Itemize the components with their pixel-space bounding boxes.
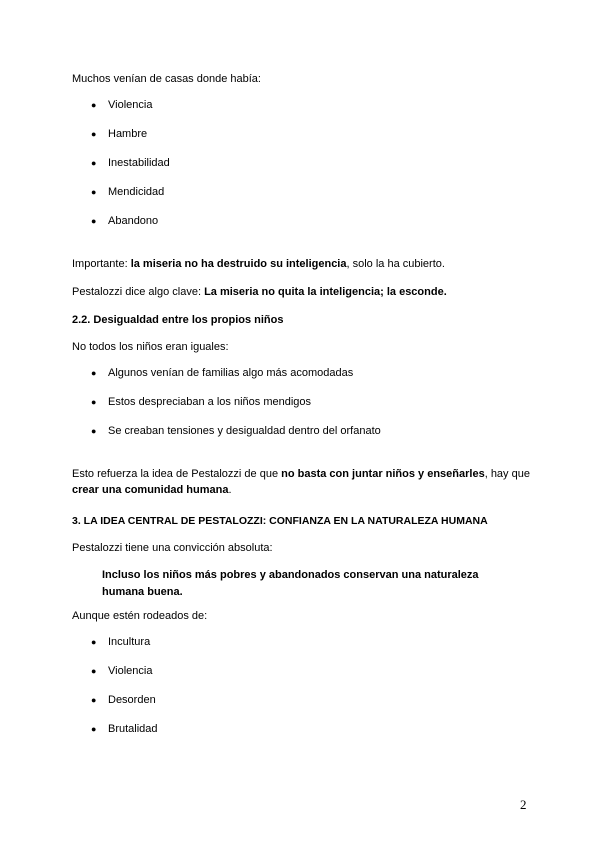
intro-paragraph: Aunque estén rodeados de: bbox=[72, 610, 208, 622]
bullet-icon: ● bbox=[91, 695, 97, 705]
list-item bbox=[91, 214, 531, 229]
list-item-text: Inestabilidad bbox=[108, 157, 170, 169]
bullet-icon: ● bbox=[91, 666, 97, 676]
list-item bbox=[91, 424, 531, 439]
list-item bbox=[91, 664, 531, 679]
bullet-icon: ● bbox=[91, 397, 97, 407]
quote-block: Incluso los niños más pobres y abandonados conservan una naturaleza humana buena. bbox=[102, 569, 479, 598]
list-item-text: Se creaban tensiones y desigualdad dentro del orfanato bbox=[108, 425, 381, 437]
list-item-text: Mendicidad bbox=[108, 186, 165, 198]
list-item-text: Violencia bbox=[108, 665, 153, 677]
list-item bbox=[91, 185, 531, 200]
key-paragraph: Pestalozzi dice algo clave: La miseria no quita la inteligencia; la esconde. bbox=[72, 286, 447, 298]
bullet-icon: ● bbox=[91, 129, 97, 139]
bullet-icon: ● bbox=[91, 216, 97, 226]
list-item-text: Hambre bbox=[108, 128, 148, 140]
bullet-icon: ● bbox=[91, 637, 97, 647]
bullet-icon: ● bbox=[91, 100, 97, 110]
list-item-text: Incultura bbox=[108, 636, 151, 648]
section-heading: 3. LA IDEA CENTRAL DE PESTALOZZI: CONFIANZA EN LA NATURALEZA HUMANA bbox=[72, 515, 488, 527]
list-item bbox=[91, 635, 531, 650]
page-number: 2 bbox=[520, 797, 527, 812]
list-item bbox=[91, 693, 531, 708]
list-item-text: Desorden bbox=[108, 694, 156, 706]
intro-paragraph: No todos los niños eran iguales: bbox=[72, 341, 229, 353]
list-item bbox=[91, 722, 531, 737]
list-item-text: Algunos venían de familias algo más acomodadas bbox=[108, 367, 354, 379]
list-item-text: Brutalidad bbox=[108, 723, 158, 735]
list-item-text: Violencia bbox=[108, 99, 153, 111]
bullet-icon: ● bbox=[91, 426, 97, 436]
list-item bbox=[91, 98, 531, 113]
list-item bbox=[91, 366, 531, 381]
section-heading: 2.2. Desigualdad entre los propios niños bbox=[72, 314, 284, 326]
bullet-icon: ● bbox=[91, 724, 97, 734]
list-item bbox=[91, 395, 531, 410]
list-item bbox=[91, 156, 531, 171]
bullet-icon: ● bbox=[91, 368, 97, 378]
intro-paragraph: Muchos venían de casas donde había: bbox=[72, 73, 261, 85]
important-paragraph: Importante: la miseria no ha destruido su inteligencia, solo la ha cubierto. bbox=[72, 258, 445, 270]
bullet-icon: ● bbox=[91, 158, 97, 168]
bullet-icon: ● bbox=[91, 187, 97, 197]
list-item bbox=[91, 127, 531, 142]
intro-paragraph: Pestalozzi tiene una convicción absoluta: bbox=[72, 542, 273, 554]
list-item-text: Estos despreciaban a los niños mendigos bbox=[108, 396, 312, 408]
list-item-text: Abandono bbox=[108, 215, 159, 227]
conclusion-paragraph: Esto refuerza la idea de Pestalozzi de que no basta con juntar niños y enseñarles, hay que crear una comunidad humana. bbox=[72, 468, 530, 496]
